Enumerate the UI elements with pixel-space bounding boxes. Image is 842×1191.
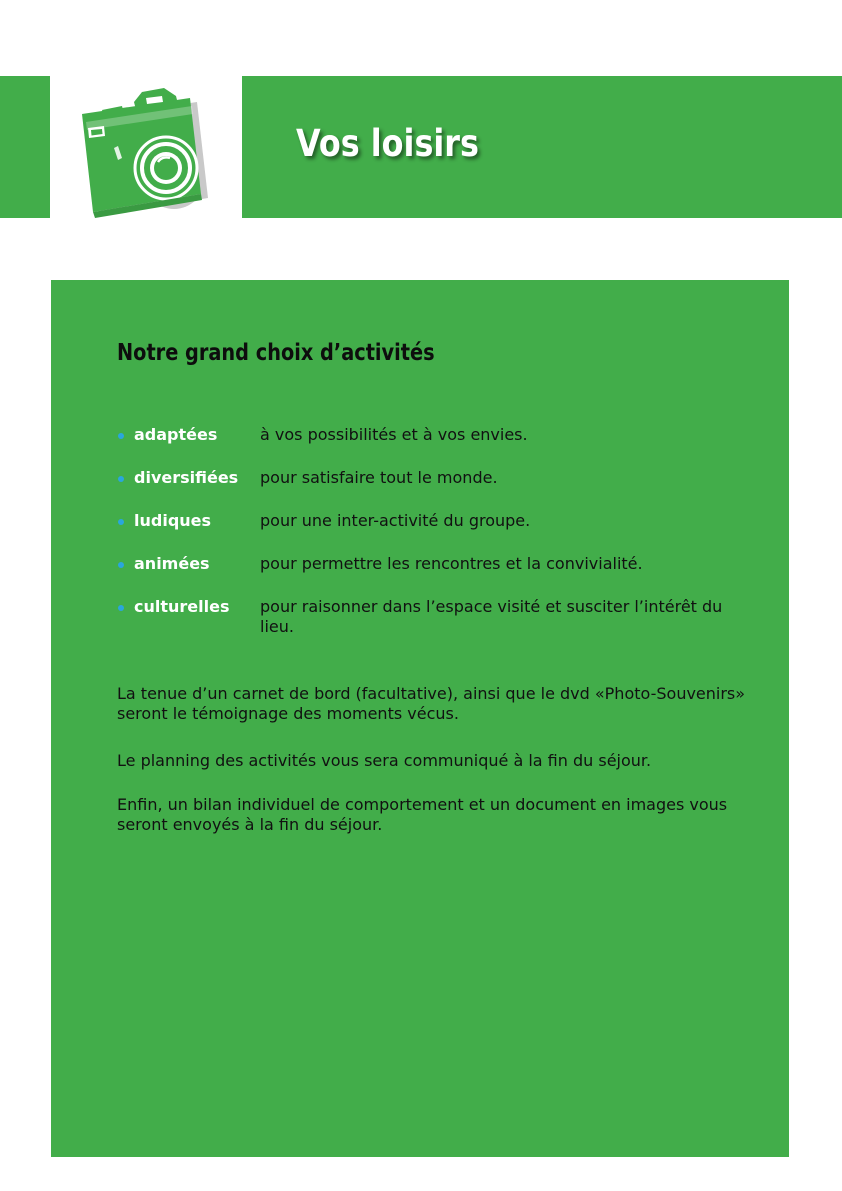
activity-list (117, 425, 757, 660)
list-item (117, 511, 757, 531)
bullet-dot-icon (118, 476, 124, 482)
activity-description: pour permettre les rencontres et la convivialité. (260, 554, 643, 573)
page-title: Vos loisirs (296, 122, 479, 165)
activity-description: pour raisonner dans l’espace visité et susciter l’intérêt du lieu. (260, 597, 723, 636)
bullet-dot-icon (118, 433, 124, 439)
activity-term: culturelles (134, 597, 230, 616)
bullet-dot-icon (118, 562, 124, 568)
activity-term: ludiques (134, 511, 212, 530)
bullet-dot-icon (118, 519, 124, 525)
activity-term: diversifiées (134, 468, 239, 487)
paragraph-logbook: La tenue d’un carnet de bord (facultative), ainsi que le dvd «Photo-Souvenirs» seront le témoignage des moments vécus. (117, 684, 746, 723)
bullet-dot-icon (118, 605, 124, 611)
paragraph-assessment: Enfin, un bilan individuel de comportement et un document en images vous seront envoyés à la fin du séjour. (117, 795, 728, 834)
camera-icon (76, 84, 212, 224)
content-panel (51, 280, 789, 1157)
list-item (117, 554, 757, 574)
activity-description: à vos possibilités et à vos envies. (260, 425, 528, 444)
paragraph-planning: Le planning des activités vous sera communiqué à la fin du séjour. (117, 751, 652, 770)
section-heading: Notre grand choix d’activités (117, 340, 435, 366)
activity-term: adaptées (134, 425, 218, 444)
list-item (117, 468, 757, 488)
activity-term: animées (134, 554, 210, 573)
activity-description: pour une inter-activité du groupe. (260, 511, 531, 530)
list-item (117, 597, 757, 637)
header-band-left (0, 76, 50, 218)
list-item (117, 425, 757, 445)
activity-description: pour satisfaire tout le monde. (260, 468, 498, 487)
